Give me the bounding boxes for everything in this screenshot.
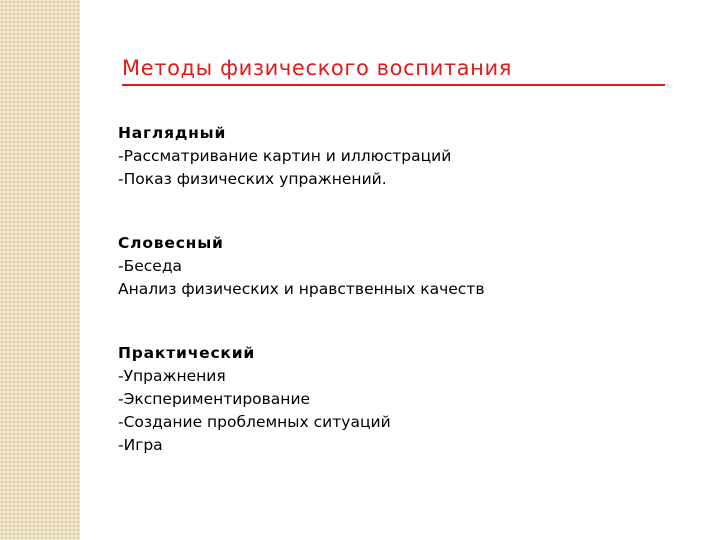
- section-heading: Практический: [118, 344, 256, 362]
- title-underline: [122, 84, 665, 86]
- section-visual-methods: [118, 122, 451, 191]
- slide-title: Методы физического воспитания: [122, 56, 512, 80]
- section-item: -Экспериментирование: [118, 390, 311, 408]
- section-item: -Рассматривание картин и иллюстраций: [118, 147, 452, 165]
- section-item: Анализ физических и нравственных качеств: [118, 280, 485, 298]
- section-item: -Беседа: [118, 257, 183, 275]
- decorative-side-band: [0, 0, 80, 540]
- section-practical-methods: [118, 342, 391, 457]
- section-heading: Наглядный: [118, 124, 227, 142]
- section-item: -Показ физических упражнений.: [118, 170, 387, 188]
- section-item: -Игра: [118, 436, 163, 454]
- section-item: -Упражнения: [118, 367, 226, 385]
- section-verbal-methods: [118, 232, 484, 301]
- section-item: -Создание проблемных ситуаций: [118, 413, 391, 431]
- section-heading: Словесный: [118, 234, 224, 252]
